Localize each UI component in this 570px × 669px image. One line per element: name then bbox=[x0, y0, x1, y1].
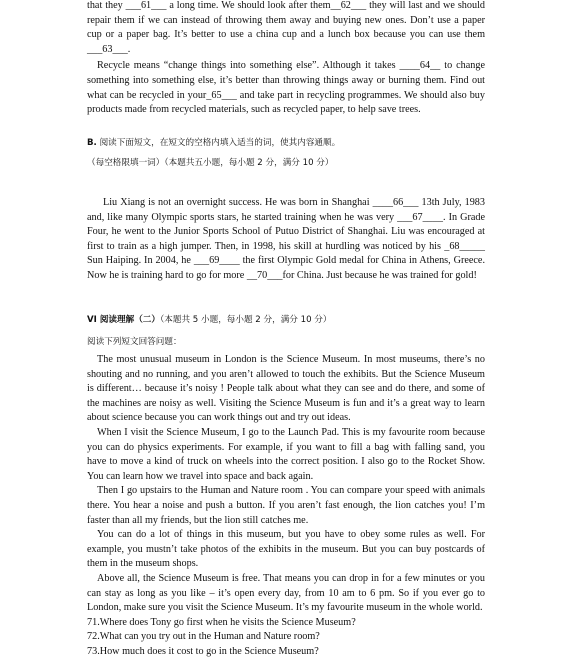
section-vi-instruction: 阅读下列短文回答问题： bbox=[87, 336, 182, 347]
paragraph: When I visit the Science Museum, I go to the Launch Pad. This is my favourite room because you can do physics experiments. For example, if you want to fill a bag with falling sand, you have to move a kind of truck on wheels into the correct position. I also go to the Rocket Show. You can learn how we travel into space and back again. bbox=[87, 426, 485, 482]
section-vi-title: VI 阅读理解（二）（本题共 5 小题，每小题 2 分，满分 10 分） bbox=[87, 315, 332, 325]
section-b-title: B. 阅读下面短文，在短文的空格内填入适当的词，使其内容通顺。 bbox=[87, 138, 341, 148]
section-vi-header bbox=[87, 313, 485, 349]
paragraph: Recycle means “change things into something else”. Although it takes ____64__ to change something into something else, it’s better than throwing things away or burning them. Find out what can be recycled in your_65___ and take part in recycling programmes. We should also buy products made from recycled materials, such as recycled paper, to help save trees. bbox=[87, 60, 485, 116]
paragraph: Above all, the Science Museum is free. That means you can drop in for a few minutes or you can stay as long as you like – it’s open every day, from 10 am to 6 pm. So if you ever go to London, make sure you visit the Science Museum. It’s my favourite museum in the whole world. bbox=[87, 572, 485, 614]
section-b-header bbox=[87, 136, 485, 170]
section-b-passage bbox=[87, 196, 485, 284]
section-vi-passage bbox=[87, 353, 485, 659]
paragraph: Liu Xiang is not an overnight success. He was born in Shanghai ____66___ 13th July, 1983 and, like many Olympic sports stars, he started training when he was very ___67____. In Grade Four, he went to the Junior Sports School of Putuo District of Shanghai. Liu was encouraged at first to train as a high jumper. Then, in 1998, his skill at hurdling was noticed by his _68_____ Sun Haiping. In 2004, he ___69____ the first Olympic Gold medal for China in Athens, Greece. Now he is training hard to go for more __70___for China. Just because he was trained for gold! bbox=[87, 197, 485, 281]
paragraph: that they ___61___ a long time. We should look after them__62___ they will last and we should repair them if we can instead of throwing them away and buying new ones. Don’t use a paper cup or a paper bag. It’s better to use a china cup and a lunch box because you can use them ___63___. bbox=[87, 0, 485, 55]
section-b-scoring: （每空格限填一词）（本题共五小题，每小题 2 分，满分 10 分） bbox=[87, 157, 334, 168]
paragraph: You can do a lot of things in this museum, but you have to obey some rules as well. For example, you mustn’t take photos of the exhibits in the museum. But you can buy postcards of them in the museum shops. bbox=[87, 529, 485, 570]
question: 73.How much does it cost to go in the Science Museum? bbox=[87, 645, 319, 657]
paragraph: Then I go upstairs to the Human and Nature room . You can compare your speed with animals there. You hear a noise and push a button. If you aren’t fast enough, the lion catches you! I’m faster than all my friends, but the lion still catches me. bbox=[87, 485, 485, 526]
section-a-continued bbox=[87, 0, 485, 118]
paragraph: The most unusual museum in London is the Science Museum. In most museums, there’s no shouting and no running, and you aren’t allowed to touch the exhibits. But the Science Museum is different… because it’s noisy ! People talk about what they can see and do there, and some of the machines are noisy as well. Visiting the Science Museum is fun and it’s a great way to learn about science because you can work things out and try out ideas. bbox=[87, 354, 485, 424]
question: 71.Where does Tony go first when he visits the Science Museum? bbox=[87, 616, 356, 628]
question: 72.What can you try out in the Human and Nature room? bbox=[87, 631, 320, 643]
